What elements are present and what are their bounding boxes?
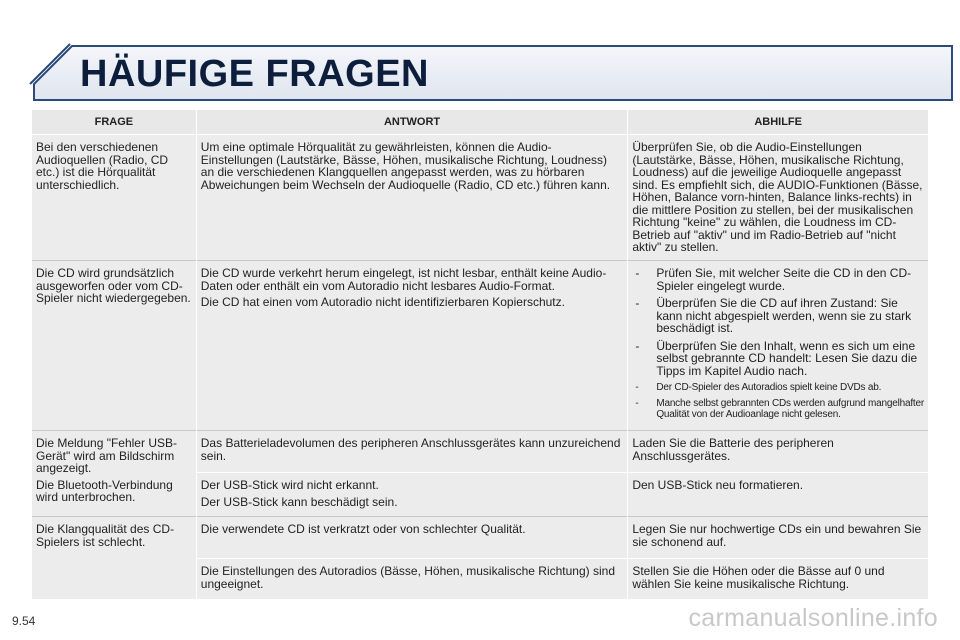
list-item: - Überprüfen Sie die CD auf ihren Zustand: Sie kann nicht abgespielt werden, wenn sie zu stark beschädigt ist.	[632, 297, 924, 335]
page-number: 9.54	[12, 614, 36, 628]
list-item: - Prüfen Sie, mit welcher Seite die CD in den CD-Spieler eingelegt wurde.	[632, 267, 924, 292]
table-row	[32, 431, 928, 473]
table-row	[32, 517, 928, 559]
watermark: carmanualsonline.info	[688, 604, 938, 632]
table-row	[32, 261, 928, 431]
remedy-cell: Den USB-Stick neu formatieren.	[628, 473, 928, 517]
table-header-row	[32, 110, 928, 135]
faq-table	[32, 110, 928, 599]
page-title: HÄUFIGE FRAGEN	[80, 53, 429, 95]
list-item: - Überprüfen Sie den Inhalt, wenn es sich um eine selbst gebrannte CD handelt: Lesen Sie dazu die Tipps im Kapitel Audio nach.	[632, 340, 924, 378]
question-cell	[32, 431, 196, 517]
list-item: - Manche selbst gebrannten CDs werden aufgrund mangelhafter Qualität von der Audioanlage nicht gelesen.	[632, 398, 924, 420]
remedy-cell: Legen Sie nur hochwertige CDs ein und bewahren Sie sie schonend auf.	[628, 517, 928, 559]
question-cell: Die Klangqualität des CD-Spielers ist schlecht.	[32, 517, 196, 599]
answer-paragraph: Der USB-Stick wird nicht erkannt.	[200, 478, 379, 492]
question-cell: Bei den verschiedenen Audioquellen (Radio, CD etc.) ist die Hörqualität unterschiedlich.	[32, 135, 196, 261]
answer-paragraph: Der USB-Stick kann beschädigt sein.	[200, 494, 398, 509]
column-header-frage: FRAGE	[32, 110, 196, 135]
answer-paragraph: Die CD wurde verkehrt herum eingelegt, ist nicht lesbar, enthält keine Audio-Daten oder enthält ein vom Autoradio nicht lesbares Audio-Format.	[200, 266, 607, 293]
table-row	[32, 135, 928, 261]
answer-cell: Die verwendete CD ist verkratzt oder von schlechter Qualität.	[196, 517, 628, 559]
remedy-list	[632, 267, 924, 420]
question-paragraph: Die Meldung "Fehler USB-Gerät" wird am Bildschirm angezeigt.	[36, 436, 177, 475]
answer-cell: Das Batterieladevolumen des peripheren Anschlussgerätes kann unzureichend sein.	[196, 431, 628, 473]
answer-cell	[196, 473, 628, 517]
column-header-abhilfe: ABHILFE	[628, 110, 928, 135]
list-item: - Der CD-Spieler des Autoradios spielt keine DVDs ab.	[632, 382, 924, 393]
answer-cell: Die Einstellungen des Autoradios (Bässe, Höhen, musikalische Richtung) sind ungeeignet.	[196, 559, 628, 599]
remedy-cell: Überprüfen Sie, ob die Audio-Einstellungen (Lautstärke, Bässe, Höhen, musikalische Richtung, Loudness) auf die jeweilige Audioquelle angepasst sind. Es empfiehlt sich, die AUDIO-Funktionen (Bässe, Höhen, Balance vorn-hinten, Balance links-rechts) in die mittlere Position zu stellen, bei der musikalischen Richtung "keine" zu wählen, die Loudness im CD-Betrieb auf "aktiv" und im Radio-Betrieb auf "nicht aktiv" zu stellen.	[628, 135, 928, 261]
question-paragraph: Die Bluetooth-Verbindung wird unterbrochen.	[36, 477, 173, 504]
remedy-cell: Stellen Sie die Höhen oder die Bässe auf 0 und wählen Sie keine musikalische Richtung.	[628, 559, 928, 599]
answer-cell	[196, 261, 628, 431]
remedy-cell	[628, 261, 928, 431]
question-cell: Die CD wird grundsätzlich ausgeworfen oder vom CD-Spieler nicht wiedergegeben.	[32, 261, 196, 431]
answer-paragraph: Die CD hat einen vom Autoradio nicht identifizierbaren Kopierschutz.	[200, 295, 565, 309]
column-header-antwort: ANTWORT	[196, 110, 628, 135]
remedy-cell: Laden Sie die Batterie des peripheren Anschlussgerätes.	[628, 431, 928, 473]
answer-cell: Um eine optimale Hörqualität zu gewährleisten, können die Audio-Einstellungen (Lautstärke, Bässe, Höhen, musikalische Richtung, Loudness) an die verschiedenen Klangquellen angepasst werden, was zu hörbaren Abweichungen beim Wechseln der Audioquelle (Radio, CD etc.) führen kann.	[196, 135, 628, 261]
